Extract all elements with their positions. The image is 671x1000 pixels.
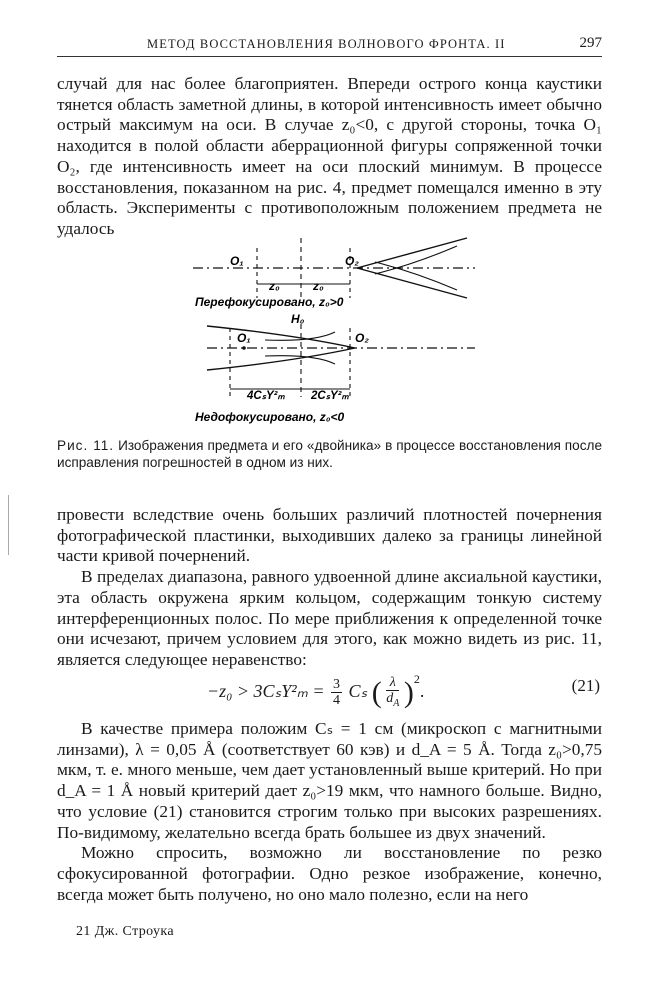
lower-right-dim-label: 2CₛY²ₘ xyxy=(311,390,349,402)
lambda-den-letter: d xyxy=(386,690,394,706)
overfocus-label: Перефокусировано, z₀>0 xyxy=(195,295,344,309)
lambda-den-sub: A xyxy=(393,697,400,709)
fraction-num: 3 xyxy=(333,677,341,693)
lower-caustic-bottom xyxy=(207,348,355,370)
equation-number: (21) xyxy=(571,676,600,695)
lower-left-dim-label: 4CₛY²ₘ xyxy=(247,390,285,402)
equation-lhs: −z₀ > 3CₛY²ₘ = xyxy=(207,681,325,701)
caption-label: Рис. 11. xyxy=(57,438,115,453)
paragraph-5-text: Можно спросить, возможно ли восстановление по резко сфокусированной фотографии. Одно резкое изображение, конечно, всегда может быть получено, но оно мало полезно, если на него xyxy=(57,843,602,904)
equation-21 xyxy=(57,664,602,716)
paragraph-block-2 xyxy=(57,505,602,671)
fraction-den: 4 xyxy=(333,693,341,709)
lambda-den xyxy=(386,691,399,711)
paragraph-2-text: провести вследствие очень больших различий плотностей почернения фотографической пластинки, выходивших далеко за границы линейной части кривой почернений. xyxy=(57,505,602,566)
lower-h0-label: H₀ xyxy=(291,312,305,326)
paren-open: ( xyxy=(371,675,382,709)
lower-o2-label: O₂ xyxy=(355,331,369,345)
paragraph-block-3 xyxy=(57,719,602,905)
upper-o1-label: O₁ xyxy=(230,254,244,268)
running-title: МЕТОД ВОССТАНОВЛЕНИЯ ВОЛНОВОГО ФРОНТА. II xyxy=(147,37,506,51)
equation-cs: Cₛ xyxy=(348,681,368,701)
paragraph-1 xyxy=(57,74,602,240)
upper-o2-label: O₂ xyxy=(345,254,359,268)
power: 2 xyxy=(413,672,420,686)
lower-o1-label: O₁ xyxy=(237,331,251,345)
lambda-fraction xyxy=(386,675,399,711)
equation-period: . xyxy=(419,681,425,701)
lower-caustic-top xyxy=(207,326,355,348)
underfocus-label: Недофокусировано, z₀<0 xyxy=(195,410,345,424)
lower-o1-point xyxy=(242,346,246,350)
lambda-num: λ xyxy=(386,675,399,691)
equation-fraction xyxy=(331,677,342,708)
lower-ray-b xyxy=(265,356,335,364)
page-number: 297 xyxy=(579,35,602,51)
paren-close: ) xyxy=(403,675,414,709)
running-header xyxy=(57,34,602,57)
equation-expression xyxy=(207,672,424,711)
lower-ray-a xyxy=(265,332,335,340)
figure-11 xyxy=(185,232,485,430)
figure-caption xyxy=(57,437,602,471)
paragraph-4-text: В качестве примера положим Cₛ = 1 см (микроскоп с магнитными линзами), λ = 0,05 Å (соответствует 60 кэв) и d_A = 5 Å. Тогда z₀>0,75 мкм, т. е. много меньше, чем дает установленный выше критерий. Но при d_A = 1 Å новый критерий дает z₀>19 мкм, что намного больше. Видно, что условие (21) становится строгим только при высоких разрешениях. По-видимому, желательно всегда брать большее из двух значений. xyxy=(57,719,602,842)
caption-text: Изображения предмета и его «двойника» в процессе восстановления после исправления погрешностей в одном из них. xyxy=(57,438,603,470)
paragraph-3-text: В пределах диапазона, равного удвоенной длине аксиальной каустики, эта область окружена ярким кольцом, содержащим тонкую систему интерференционных полос. По мере приближения к определенной точке они исчезают, причем условием для этого, как можно видеть из рис. 11, является следующее неравенство: xyxy=(57,567,602,669)
margin-mark xyxy=(8,495,9,555)
signature-footer: 21 Дж. Строука xyxy=(76,924,175,939)
upper-z0-right: z₀ xyxy=(313,279,324,293)
paragraph-1-text: случай для нас более благоприятен. Впереди острого конца каустики тянется область заметной длины, в которой интенсивность имеет обычно острый максимум на оси. В случае z₀<0, с другой стороны, точка O₁ находится в полой области аберрационной фигуры сопряженной точки O₂, где интенсивность имеет на оси плоский минимум. В процессе восстановления, показанном на рис. 4, предмет помещался именно в эту область. Эксперименты с противоположным положением предмета не удалось xyxy=(57,74,602,238)
upper-z0-left: z₀ xyxy=(269,279,280,293)
